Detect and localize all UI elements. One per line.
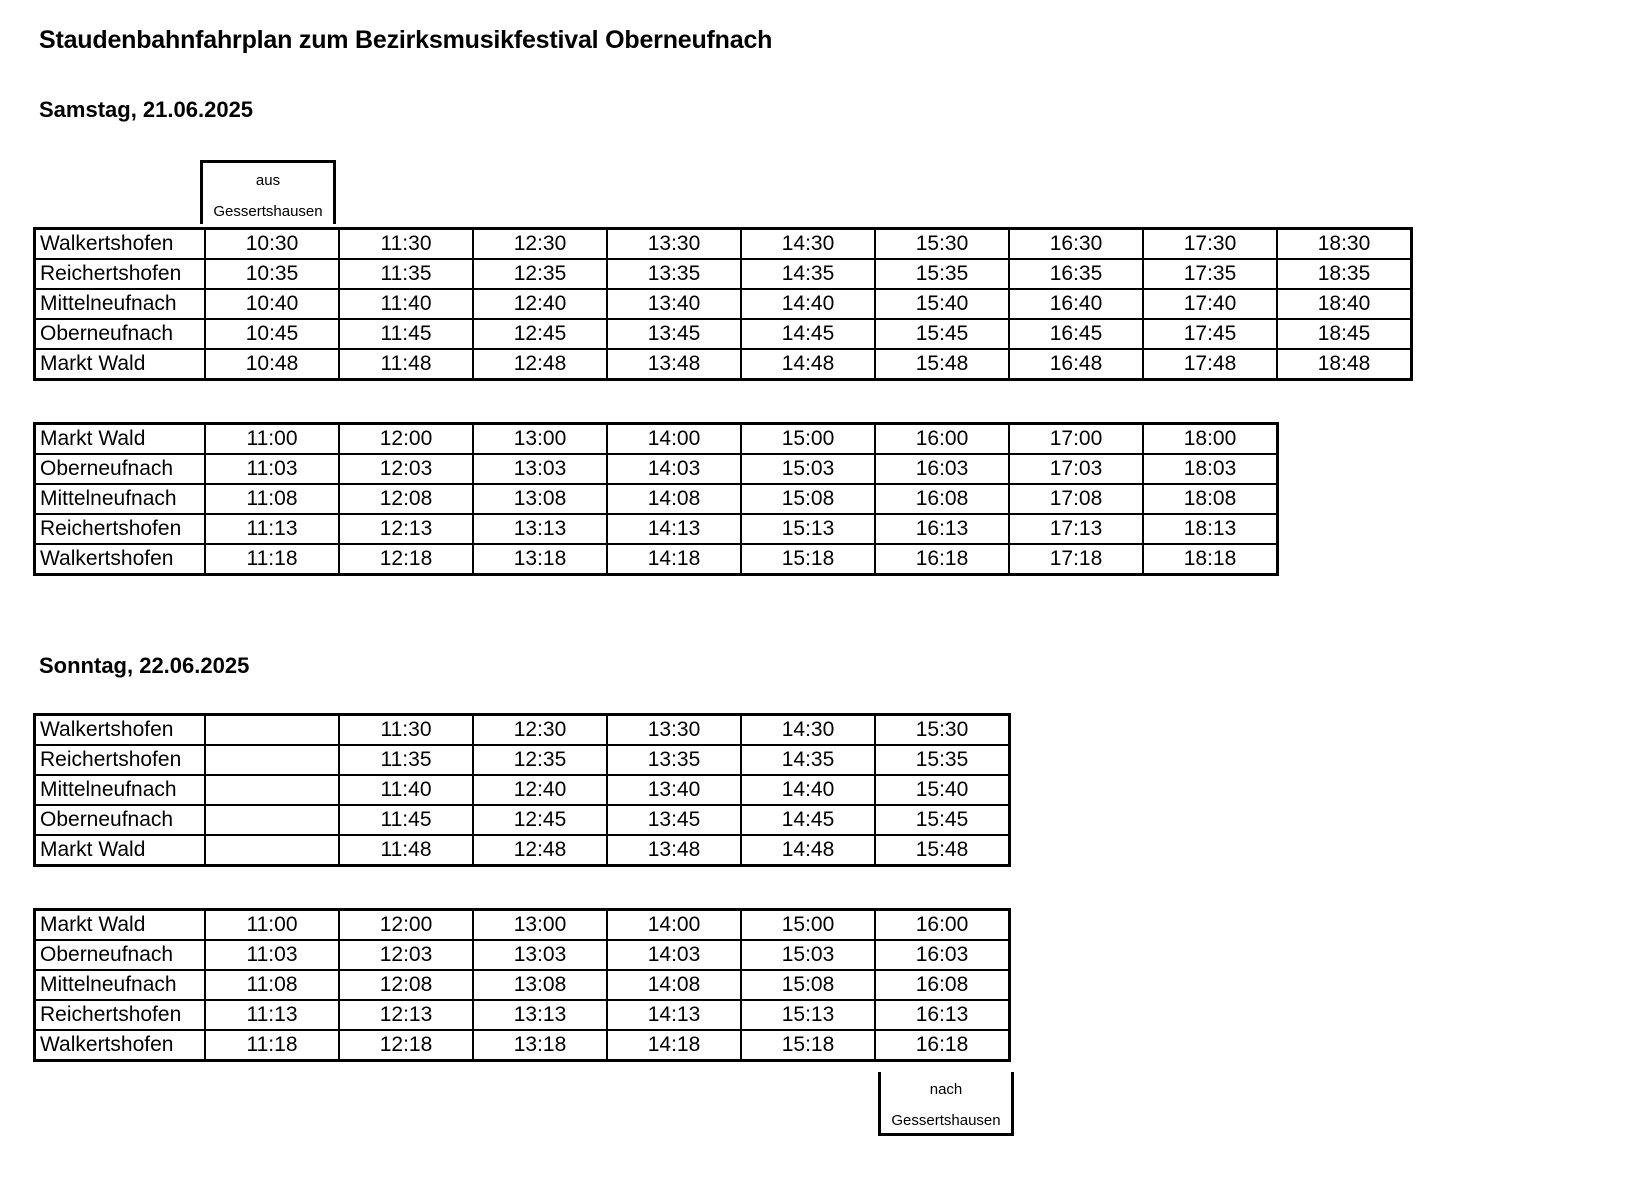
table-row xyxy=(35,229,1412,260)
departure-time: 14:00 xyxy=(607,424,741,455)
departure-time: 18:18 xyxy=(1143,544,1278,575)
departure-time xyxy=(205,805,339,835)
departure-time: 14:08 xyxy=(607,970,741,1000)
saturday-origin-note xyxy=(200,160,336,224)
departure-time: 18:03 xyxy=(1143,454,1278,484)
departure-time: 15:00 xyxy=(741,910,875,941)
departure-time: 16:13 xyxy=(875,1000,1010,1030)
departure-time: 13:48 xyxy=(607,349,741,380)
departure-time: 16:48 xyxy=(1009,349,1143,380)
departure-time: 15:40 xyxy=(875,775,1010,805)
departure-time: 13:08 xyxy=(473,484,607,514)
departure-time: 18:00 xyxy=(1143,424,1278,455)
departure-time: 12:08 xyxy=(339,484,473,514)
departure-time: 11:40 xyxy=(339,775,473,805)
departure-time: 12:18 xyxy=(339,1030,473,1061)
departure-time: 17:00 xyxy=(1009,424,1143,455)
station-name: Oberneufnach xyxy=(35,454,206,484)
table-row xyxy=(35,289,1412,319)
saturday-heading: Samstag, 21.06.2025 xyxy=(39,97,254,122)
departure-time: 14:13 xyxy=(607,1000,741,1030)
departure-time: 11:00 xyxy=(205,424,339,455)
departure-time: 14:00 xyxy=(607,910,741,941)
departure-time: 14:30 xyxy=(741,715,875,746)
sunday-note-line2: Gessertshausen xyxy=(891,1112,1001,1129)
departure-time: 10:35 xyxy=(205,259,339,289)
station-name: Walkertshofen xyxy=(35,544,206,575)
departure-time: 13:30 xyxy=(607,715,741,746)
station-name: Mittelneufnach xyxy=(35,484,206,514)
departure-time: 17:18 xyxy=(1009,544,1143,575)
departure-time: 15:18 xyxy=(741,1030,875,1061)
departure-time: 18:08 xyxy=(1143,484,1278,514)
station-name: Reichertshofen xyxy=(35,514,206,544)
departure-time: 11:03 xyxy=(205,454,339,484)
departure-time: 12:13 xyxy=(339,514,473,544)
departure-time: 16:13 xyxy=(875,514,1009,544)
departure-time: 13:03 xyxy=(473,454,607,484)
departure-time: 13:18 xyxy=(473,544,607,575)
departure-time: 12:08 xyxy=(339,970,473,1000)
table-row xyxy=(35,544,1278,575)
departure-time: 12:45 xyxy=(473,805,607,835)
departure-time: 12:13 xyxy=(339,1000,473,1030)
departure-time: 13:35 xyxy=(607,259,741,289)
station-name: Markt Wald xyxy=(35,424,206,455)
departure-time: 12:30 xyxy=(473,715,607,746)
departure-time: 10:48 xyxy=(205,349,339,380)
departure-time: 12:03 xyxy=(339,454,473,484)
table-row xyxy=(35,514,1278,544)
departure-time: 13:18 xyxy=(473,1030,607,1061)
table-row xyxy=(35,910,1010,941)
departure-time: 15:30 xyxy=(875,229,1009,260)
station-name: Oberneufnach xyxy=(35,319,206,349)
saturday-note-line2: Gessertshausen xyxy=(213,203,323,220)
departure-time: 13:08 xyxy=(473,970,607,1000)
departure-time: 12:18 xyxy=(339,544,473,575)
departure-time: 13:03 xyxy=(473,940,607,970)
departure-time: 17:45 xyxy=(1143,319,1277,349)
station-name: Reichertshofen xyxy=(35,745,206,775)
departure-time: 13:45 xyxy=(607,319,741,349)
departure-time: 16:00 xyxy=(875,424,1009,455)
departure-time: 11:08 xyxy=(205,484,339,514)
station-name: Reichertshofen xyxy=(35,1000,206,1030)
departure-time: 15:13 xyxy=(741,1000,875,1030)
departure-time: 12:45 xyxy=(473,319,607,349)
table-row xyxy=(35,1000,1010,1030)
departure-time: 14:18 xyxy=(607,1030,741,1061)
station-name: Mittelneufnach xyxy=(35,775,206,805)
saturday-outbound-table xyxy=(33,227,1413,381)
table-row xyxy=(35,259,1412,289)
station-name: Walkertshofen xyxy=(35,715,206,746)
saturday-return-table xyxy=(33,422,1279,576)
departure-time: 18:45 xyxy=(1277,319,1412,349)
departure-time: 10:30 xyxy=(205,229,339,260)
departure-time: 14:03 xyxy=(607,940,741,970)
departure-time: 11:45 xyxy=(339,805,473,835)
departure-time: 17:30 xyxy=(1143,229,1277,260)
departure-time: 13:13 xyxy=(473,514,607,544)
departure-time: 15:08 xyxy=(741,970,875,1000)
departure-time: 14:30 xyxy=(741,229,875,260)
departure-time xyxy=(205,835,339,866)
departure-time: 11:00 xyxy=(205,910,339,941)
departure-time: 12:48 xyxy=(473,835,607,866)
departure-time: 13:00 xyxy=(473,910,607,941)
departure-time: 11:08 xyxy=(205,970,339,1000)
departure-time: 17:03 xyxy=(1009,454,1143,484)
departure-time: 11:30 xyxy=(339,229,473,260)
departure-time: 14:03 xyxy=(607,454,741,484)
departure-time: 13:45 xyxy=(607,805,741,835)
departure-time: 15:35 xyxy=(875,259,1009,289)
departure-time: 15:30 xyxy=(875,715,1010,746)
departure-time: 18:30 xyxy=(1277,229,1412,260)
departure-time: 11:03 xyxy=(205,940,339,970)
departure-time: 16:03 xyxy=(875,940,1010,970)
departure-time: 16:45 xyxy=(1009,319,1143,349)
table-row xyxy=(35,1030,1010,1061)
departure-time: 15:35 xyxy=(875,745,1010,775)
table-row xyxy=(35,349,1412,380)
departure-time: 15:18 xyxy=(741,544,875,575)
table-row xyxy=(35,745,1010,775)
departure-time: 14:35 xyxy=(741,259,875,289)
departure-time: 11:35 xyxy=(339,745,473,775)
departure-time: 16:35 xyxy=(1009,259,1143,289)
departure-time: 15:45 xyxy=(875,805,1010,835)
departure-time: 14:35 xyxy=(741,745,875,775)
sunday-return-table xyxy=(33,908,1011,1062)
station-name: Oberneufnach xyxy=(35,805,206,835)
table-row xyxy=(35,835,1010,866)
departure-time: 14:40 xyxy=(741,289,875,319)
departure-time: 17:08 xyxy=(1009,484,1143,514)
departure-time: 13:48 xyxy=(607,835,741,866)
station-name: Mittelneufnach xyxy=(35,289,206,319)
departure-time: 11:13 xyxy=(205,1000,339,1030)
departure-time: 16:30 xyxy=(1009,229,1143,260)
departure-time: 12:00 xyxy=(339,910,473,941)
station-name: Mittelneufnach xyxy=(35,970,206,1000)
departure-time: 10:45 xyxy=(205,319,339,349)
departure-time: 11:13 xyxy=(205,514,339,544)
departure-time: 12:35 xyxy=(473,745,607,775)
page-title: Staudenbahnfahrplan zum Bezirksmusikfestival Oberneufnach xyxy=(39,26,773,54)
station-name: Markt Wald xyxy=(35,349,206,380)
departure-time: 11:45 xyxy=(339,319,473,349)
departure-time: 14:48 xyxy=(741,835,875,866)
departure-time: 17:48 xyxy=(1143,349,1277,380)
saturday-note-line1: aus xyxy=(255,172,281,189)
station-name: Oberneufnach xyxy=(35,940,206,970)
departure-time: 16:08 xyxy=(875,970,1010,1000)
departure-time: 15:45 xyxy=(875,319,1009,349)
departure-time: 12:40 xyxy=(473,289,607,319)
departure-time: 11:35 xyxy=(339,259,473,289)
table-row xyxy=(35,715,1010,746)
departure-time: 14:40 xyxy=(741,775,875,805)
departure-time: 15:03 xyxy=(741,940,875,970)
departure-time: 15:00 xyxy=(741,424,875,455)
station-name: Markt Wald xyxy=(35,835,206,866)
departure-time: 17:13 xyxy=(1009,514,1143,544)
departure-time xyxy=(205,715,339,746)
departure-time: 18:48 xyxy=(1277,349,1412,380)
departure-time: 14:45 xyxy=(741,805,875,835)
station-name: Walkertshofen xyxy=(35,1030,206,1061)
station-name: Markt Wald xyxy=(35,910,206,941)
departure-time: 13:35 xyxy=(607,745,741,775)
departure-time: 16:40 xyxy=(1009,289,1143,319)
departure-time: 11:48 xyxy=(339,835,473,866)
table-row xyxy=(35,775,1010,805)
departure-time: 15:03 xyxy=(741,454,875,484)
departure-time: 12:40 xyxy=(473,775,607,805)
table-row xyxy=(35,424,1278,455)
departure-time: 16:08 xyxy=(875,484,1009,514)
departure-time: 13:40 xyxy=(607,775,741,805)
station-name: Walkertshofen xyxy=(35,229,206,260)
sunday-heading: Sonntag, 22.06.2025 xyxy=(39,653,250,678)
departure-time: 13:40 xyxy=(607,289,741,319)
table-row xyxy=(35,970,1010,1000)
departure-time: 15:13 xyxy=(741,514,875,544)
departure-time: 18:35 xyxy=(1277,259,1412,289)
departure-time: 11:18 xyxy=(205,544,339,575)
departure-time: 17:40 xyxy=(1143,289,1277,319)
departure-time: 11:30 xyxy=(339,715,473,746)
departure-time: 15:40 xyxy=(875,289,1009,319)
sunday-destination-note xyxy=(878,1072,1014,1136)
departure-time: 16:18 xyxy=(875,1030,1010,1061)
departure-time: 12:03 xyxy=(339,940,473,970)
departure-time: 16:18 xyxy=(875,544,1009,575)
departure-time: 11:40 xyxy=(339,289,473,319)
departure-time: 17:35 xyxy=(1143,259,1277,289)
departure-time: 14:13 xyxy=(607,514,741,544)
departure-time: 13:00 xyxy=(473,424,607,455)
departure-time: 12:00 xyxy=(339,424,473,455)
departure-time: 12:48 xyxy=(473,349,607,380)
table-row xyxy=(35,805,1010,835)
departure-time: 18:13 xyxy=(1143,514,1278,544)
departure-time: 15:08 xyxy=(741,484,875,514)
table-row xyxy=(35,454,1278,484)
departure-time: 16:03 xyxy=(875,454,1009,484)
departure-time xyxy=(205,775,339,805)
sunday-outbound-table xyxy=(33,713,1011,867)
departure-time: 14:08 xyxy=(607,484,741,514)
table-row xyxy=(35,319,1412,349)
departure-time: 11:48 xyxy=(339,349,473,380)
sunday-note-line1: nach xyxy=(929,1081,963,1098)
departure-time: 13:13 xyxy=(473,1000,607,1030)
departure-time: 12:35 xyxy=(473,259,607,289)
departure-time xyxy=(205,745,339,775)
table-row xyxy=(35,940,1010,970)
departure-time: 16:00 xyxy=(875,910,1010,941)
departure-time: 15:48 xyxy=(875,349,1009,380)
departure-time: 18:40 xyxy=(1277,289,1412,319)
table-row xyxy=(35,484,1278,514)
station-name: Reichertshofen xyxy=(35,259,206,289)
departure-time: 10:40 xyxy=(205,289,339,319)
departure-time: 14:48 xyxy=(741,349,875,380)
departure-time: 13:30 xyxy=(607,229,741,260)
departure-time: 12:30 xyxy=(473,229,607,260)
departure-time: 11:18 xyxy=(205,1030,339,1061)
departure-time: 15:48 xyxy=(875,835,1010,866)
departure-time: 14:45 xyxy=(741,319,875,349)
departure-time: 14:18 xyxy=(607,544,741,575)
